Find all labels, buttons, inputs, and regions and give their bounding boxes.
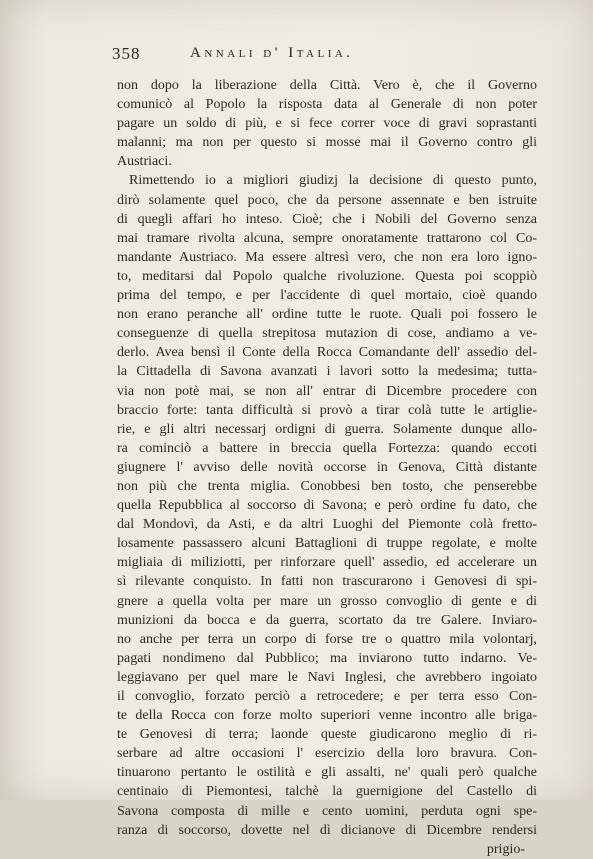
catchword: prigio- — [486, 841, 525, 857]
text-line: leggiavano per quel mare le Navi Inglesi, che avrebbero ingoiato — [117, 669, 537, 685]
text-line: Austriaci. — [117, 154, 172, 170]
text-line: no anche per terra un corpo di forse tre o quattro mila volontarj, — [117, 631, 537, 647]
text-line: losamente passassero alcuni Battaglioni di truppe regolate, e molte — [117, 536, 537, 552]
text-line: giugnere l' avviso delle novità occorse in Genova, Città distante — [117, 459, 537, 475]
text-line: te della Rocca con forze molto superiori venne incontro alle briga- — [117, 708, 537, 724]
text-line: to, meditarsi dal Popolo qualche rivoluzione. Questa poi scoppiò — [117, 268, 537, 284]
text-line: sì rilevante conquisto. In fatti non trascurarono i Genovesi di spi- — [117, 574, 537, 590]
text-line: serbare ad altre occasioni l' esercizio della loro bravura. Con- — [117, 746, 537, 762]
text-line: pagare un soldo di più, e si fece correr voce di gravi soprastanti — [117, 116, 537, 132]
text-line: centinaio di Piemontesi, talchè la guernigione del Castello di — [117, 784, 537, 800]
text-line: non erano peranche all' ordine tutte le ruote. Quali poi fossero le — [117, 307, 537, 323]
text-line: rie, e gli altri necessarj ordigni di guerra. Solamente dunque allo- — [117, 421, 537, 437]
paragraph-start-line: Rimettendo io a migliori giudizj la decisione di questo punto, — [129, 173, 537, 189]
text-line: braccio forte: tanta difficultà si provò a tirar colà tutte le artiglie- — [117, 402, 537, 418]
text-line: malanni; ma non per questo si mosse mai il Governo contro gli — [117, 135, 537, 151]
text-line: munizioni da bocca e da guerra, scortato da tre Galere. Inviaro- — [117, 612, 537, 628]
text-line: ranza di soccorso, dovette nel dì dicianove di Dicembre rendersi — [117, 822, 537, 838]
text-line: tinuarono pertanto le ostilità e gli assalti, ne' quali però qualche — [117, 765, 537, 781]
text-line: quella Repubblica al soccorso di Savona; e però ordine fu dato, che — [117, 498, 537, 514]
text-line: dirò solamente quel poco, che da persone assennate e ben istruite — [117, 192, 537, 208]
text-line: ra cominciò a battere in breccia quella Fortezza: quando eccoti — [117, 440, 537, 456]
text-line: gnere a quella volta per mare un grosso convoglio di gente e di — [117, 593, 537, 609]
text-line: il convoglio, forzato perciò a retrocedere; e per terra esso Con- — [117, 689, 537, 704]
text-line: migliaia di miliziotti, per rinforzare quell' assedio, ed accelerare un — [117, 555, 537, 571]
text-line: mai tramare rivolta alcuna, sempre onoratamente trattarono col Co- — [117, 230, 537, 246]
text-line: derlo. Avea bensì il Conte della Rocca Comandante dell' assedio del- — [117, 345, 537, 361]
text-line: mandante Austriaco. Ma essere altresì vero, che non era loro igno- — [117, 249, 537, 265]
text-line: non più che trenta miglia. Conobbesi ben tosto, che penserebbe — [117, 478, 537, 494]
text-line: Savona composta di mille e cento uomini, perduta ogni spe- — [117, 803, 537, 819]
text-line: dal Mondovì, da Asti, e da altri Luoghi del Piemonte colà fretto- — [117, 517, 537, 533]
text-line: di quegli affari ho inteso. Cioè; che i Nobili del Governo senza — [117, 211, 537, 227]
text-line: non dopo la liberazione della Città. Vero è, che il Governo — [117, 78, 537, 93]
text-line: conseguenze di quella strepitosa mutazion di cose, andiamo a ve- — [117, 326, 537, 342]
text-line: via non potè mai, se non all' entrar di Dicembre procedere con — [117, 383, 537, 399]
book-title: Annali d' Italia. — [190, 45, 354, 61]
text-line: te Genovesi di terra; laonde queste giudicarono meglio di ri- — [117, 727, 537, 743]
text-line: comunicò al Popolo la risposta data al Generale di non poter — [117, 97, 537, 113]
text-line: pagati nondimeno dal Pubblico; ma inviarono tutto indarno. Ve- — [117, 650, 537, 666]
text-line: prima del tempo, e per l'accidente di quel mortaio, cioè quando — [117, 288, 537, 304]
running-head — [112, 44, 472, 66]
body-text — [117, 76, 537, 859]
page-number: 358 — [112, 44, 141, 63]
text-line: la Cittadella di Savona avanzati i lavori sotto la medesima; tutta- — [117, 364, 537, 380]
